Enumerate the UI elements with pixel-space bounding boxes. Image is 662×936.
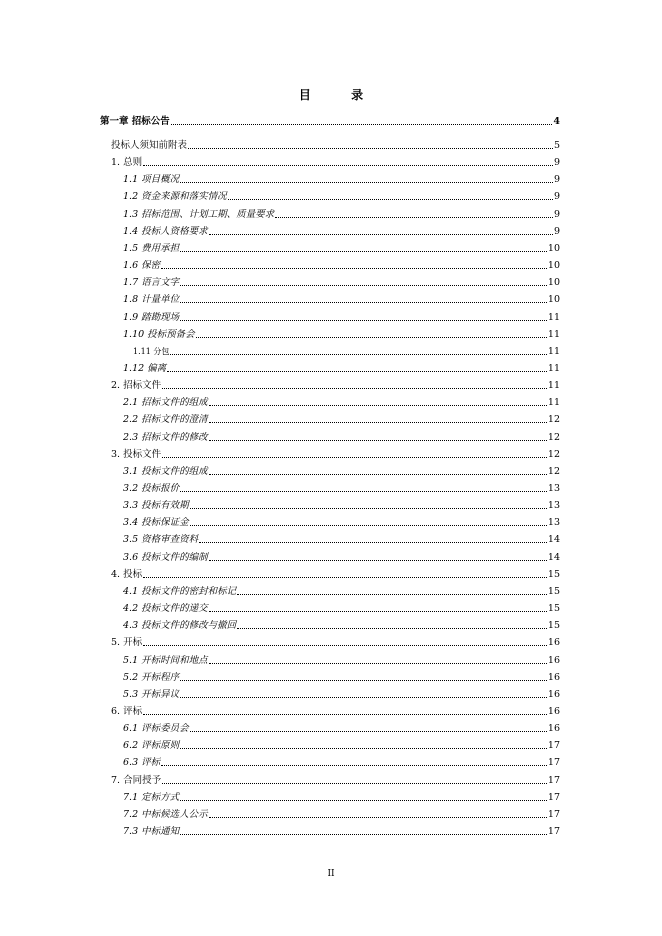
toc-entry-page: 16 [547,688,560,700]
toc-entry-label: 3.6 投标文件的编制 [123,551,208,563]
toc-entry[interactable] [100,515,560,529]
toc-entry-label: 3.2 投标报价 [123,483,180,494]
toc-entry-label: 5.1 开标时间和地点 [123,654,208,666]
dot-leader [162,387,547,389]
dot-leader [209,439,547,441]
dot-leader [190,524,547,526]
toc-entry[interactable] [100,584,560,598]
dot-leader [143,576,547,578]
toc-entry-label: 1.5 费用承担 [123,242,180,254]
dot-leader [209,662,547,664]
toc-entry-page: 15 [547,585,560,597]
toc-entry-page: 11 [547,380,560,392]
toc-entry-page: 10 [547,277,560,289]
toc-entry[interactable] [100,275,560,289]
toc-entry-label: 7.1 定标方式 [123,791,180,803]
toc-entry-page: 16 [547,654,560,666]
dot-leader [209,404,547,406]
toc-entry[interactable] [100,498,560,512]
dot-leader [180,284,547,286]
toc-entry-page: 12 [547,465,560,477]
dot-leader [180,301,547,303]
dot-leader [199,541,547,543]
toc-entry[interactable] [100,567,560,581]
toc-entry[interactable] [100,189,560,203]
toc-entry[interactable] [100,114,560,128]
toc-entry-label: 1.1 项目概况 [123,174,180,186]
toc-entry[interactable] [100,532,560,546]
dot-leader [190,730,547,732]
toc-entry-label: 6. 评标 [111,705,143,717]
toc-entry-label: 1.12 偏离 [123,362,167,374]
dot-leader [209,473,547,475]
dot-leader [167,370,547,372]
toc-entry-label: 5.2 开标程序 [123,671,180,683]
toc-entry[interactable] [100,207,560,221]
toc-entry[interactable] [100,824,560,838]
toc-entry-page: 17 [547,808,560,820]
dot-leader [180,319,547,321]
toc-entry-label: 6.2 评标原则 [123,740,180,752]
toc-entry[interactable] [100,464,560,478]
toc-entry-label: 5.3 开标异议 [123,688,180,700]
dot-leader [180,833,547,835]
toc-entry[interactable] [100,378,560,392]
toc-entry-page: 13 [547,517,560,529]
toc-entry-page: 11 [547,397,560,409]
toc-entry-page: 10 [547,260,560,272]
toc-entry-page: 11 [547,311,560,323]
toc-entry-label: 4.1 投标文件的密封和标记 [123,585,237,597]
toc-entry[interactable] [100,635,560,649]
toc-entry-label: 5. 开标 [111,637,143,649]
toc-entry-page: 13 [547,500,560,512]
toc-entry-label: 1.11 分包 [133,346,170,356]
toc-entry[interactable] [100,292,560,306]
dot-leader [209,610,547,612]
toc-entry[interactable] [100,224,560,238]
toc-entry-label: 1. 总则 [111,157,143,169]
toc-entry-page: 12 [547,431,560,443]
toc-entry[interactable] [100,258,560,272]
dot-leader [275,216,553,218]
toc-entry-page: 16 [547,671,560,683]
toc-entry[interactable] [100,138,560,152]
toc-entry[interactable] [100,430,560,444]
toc-entry[interactable] [100,395,560,409]
toc-entry-page: 5 [553,140,560,151]
toc-entry-label: 1.6 保密 [123,260,161,272]
dot-leader [237,627,547,629]
toc-entry-label: 投标人须知前附表 [111,140,188,151]
toc-entry-page: 10 [547,294,560,306]
toc-entry-label: 2. 招标文件 [111,380,162,392]
toc-entry[interactable] [100,361,560,375]
dot-leader [209,559,547,561]
toc-entry-page: 17 [547,826,560,837]
dot-leader [196,336,547,338]
toc-entry-label: 2.2 招标文件的澄清 [123,414,208,426]
dot-leader [188,147,553,149]
toc-entry[interactable] [100,601,560,615]
toc-entry-page: 9 [553,208,560,220]
dot-leader [209,816,547,818]
toc-entry[interactable] [100,687,560,701]
toc-entry-page: 10 [547,242,560,254]
toc-entry-page: 15 [547,603,560,615]
dot-leader [228,198,553,200]
toc-entry-label: 1.4 投标人资格要求 [123,225,208,237]
toc-entry-label: 1.10 投标预备会 [123,328,195,340]
dot-leader [171,123,553,125]
dot-leader [170,353,547,355]
toc-entry-label: 2.3 招标文件的修改 [123,431,208,443]
toc-entry-page: 11 [547,362,560,374]
dot-leader [180,747,547,749]
toc-entry-page: 11 [547,345,560,357]
toc-entry-label: 3.3 投标有效期 [123,500,189,512]
toc-entry-label: 7.2 中标候选人公示 [123,808,208,820]
toc-entry-page: 13 [547,483,560,494]
toc-entry[interactable] [100,447,560,461]
toc-entry[interactable] [100,738,560,752]
toc-entry[interactable] [100,790,560,804]
toc-entry-label: 6.3 评标 [123,757,161,769]
toc-entry-page: 9 [553,191,560,203]
dot-leader [162,782,547,784]
toc-entry-label: 1.8 计量单位 [123,294,180,306]
toc-entry-label: 3.5 资格审查资料 [123,534,199,546]
toc-entry-label: 1.2 资金来源和落实情况 [123,191,227,203]
toc-entry-page: 17 [547,774,560,786]
toc-entry[interactable] [100,704,560,718]
toc-entry-page: 16 [547,637,560,649]
toc-entry-page: 9 [553,157,560,169]
dot-leader [180,181,553,183]
dot-leader [180,250,547,252]
dot-leader [161,764,547,766]
toc-entry-page: 17 [547,791,560,803]
toc-entry-page: 11 [547,328,560,340]
page-number: II [327,869,335,879]
dot-leader [180,799,547,801]
dot-leader [209,421,547,423]
toc-entry-label: 2.1 招标文件的组成 [123,397,208,409]
toc-entry[interactable] [100,721,560,735]
toc-entry-label: 7.3 中标通知 [123,826,180,837]
toc-entry-page: 9 [553,225,560,237]
dot-leader [190,507,547,509]
toc-entry[interactable] [100,755,560,769]
toc-entry-label: 3. 投标文件 [111,448,162,460]
toc-entry-label: 第一章 招标公告 [100,116,170,127]
toc-entry[interactable] [100,412,560,426]
dot-leader [143,644,547,646]
toc-entry[interactable] [100,241,560,255]
toc-entry[interactable] [100,773,560,787]
toc-entry-page: 17 [547,740,560,752]
toc-title: 目 录 [298,88,382,102]
toc-entry[interactable] [100,172,560,186]
toc-entry-page: 16 [547,723,560,735]
toc-entry-page: 9 [553,174,560,186]
toc-entry[interactable] [100,481,560,495]
dot-leader [180,679,547,681]
toc-entry-label: 4. 投标 [111,568,143,580]
dot-leader [209,233,553,235]
toc-entry[interactable] [100,807,560,821]
toc-entry-page: 15 [547,568,560,580]
dot-leader [143,713,547,715]
dot-leader [162,456,547,458]
toc-entry-page: 4 [553,116,560,127]
toc-entry-label: 6.1 评标委员会 [123,723,189,735]
toc-entry-page: 15 [547,620,560,632]
toc-entry[interactable] [100,344,560,358]
dot-leader [180,696,547,698]
toc-entry-label: 1.3 招标范围、计划工期、质量要求 [123,208,275,220]
toc-entry-label: 7. 合同授予 [111,774,162,786]
toc-entry-page: 14 [547,551,560,563]
toc-entry-page: 12 [547,414,560,426]
toc-entry-label: 3.1 投标文件的组成 [123,465,208,477]
toc-entry-label: 4.3 投标文件的修改与撤回 [123,620,237,632]
dot-leader [143,164,553,166]
toc-entry[interactable] [100,327,560,341]
toc-entry[interactable] [100,618,560,632]
dot-leader [180,490,547,492]
toc-entry-label: 1.9 踏勘现场 [123,311,180,323]
toc-entry[interactable] [100,155,560,169]
toc-entry[interactable] [100,310,560,324]
toc-entry[interactable] [100,550,560,564]
toc-entry-page: 16 [547,705,560,717]
toc-entry[interactable] [100,653,560,667]
dot-leader [161,267,547,269]
toc-entry-label: 4.2 投标文件的递交 [123,603,208,615]
toc-entry-page: 17 [547,757,560,769]
toc-entry-page: 14 [547,534,560,546]
toc-entry[interactable] [100,670,560,684]
toc-entry-label: 3.4 投标保证金 [123,517,189,529]
toc-entry-label: 1.7 语言文字 [123,277,180,289]
toc-entry-page: 12 [547,448,560,460]
dot-leader [237,593,547,595]
